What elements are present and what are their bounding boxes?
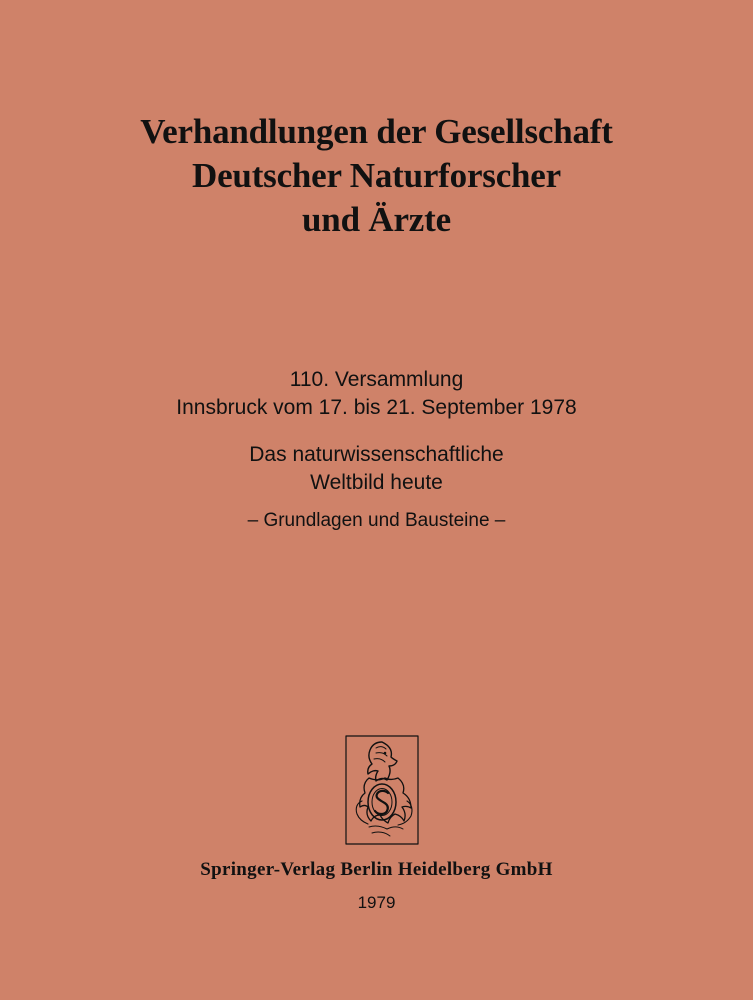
cover-title (0, 110, 753, 242)
topic-line-2: Weltbild heute (310, 471, 443, 494)
title-line-1: Verhandlungen der Gesellschaft (140, 112, 613, 151)
subtopic: – Grundlagen und Bausteine – (247, 510, 506, 531)
publisher-name: Springer-Verlag Berlin Heidelberg GmbH (200, 859, 553, 880)
title-line-2: Deutscher Naturforscher (192, 156, 561, 195)
meeting-number: 110. Versammlung (289, 368, 464, 391)
meeting-location-date: Innsbruck vom 17. bis 21. September 1978 (176, 396, 577, 419)
meeting-info (0, 366, 753, 422)
topic-line-1: Das naturwissenschaftliche (249, 443, 504, 466)
springer-knight-logo-icon (345, 735, 419, 845)
title-line-3: und Ärzte (302, 200, 451, 239)
topic-title (0, 441, 753, 497)
publication-year: 1979 (357, 893, 396, 912)
